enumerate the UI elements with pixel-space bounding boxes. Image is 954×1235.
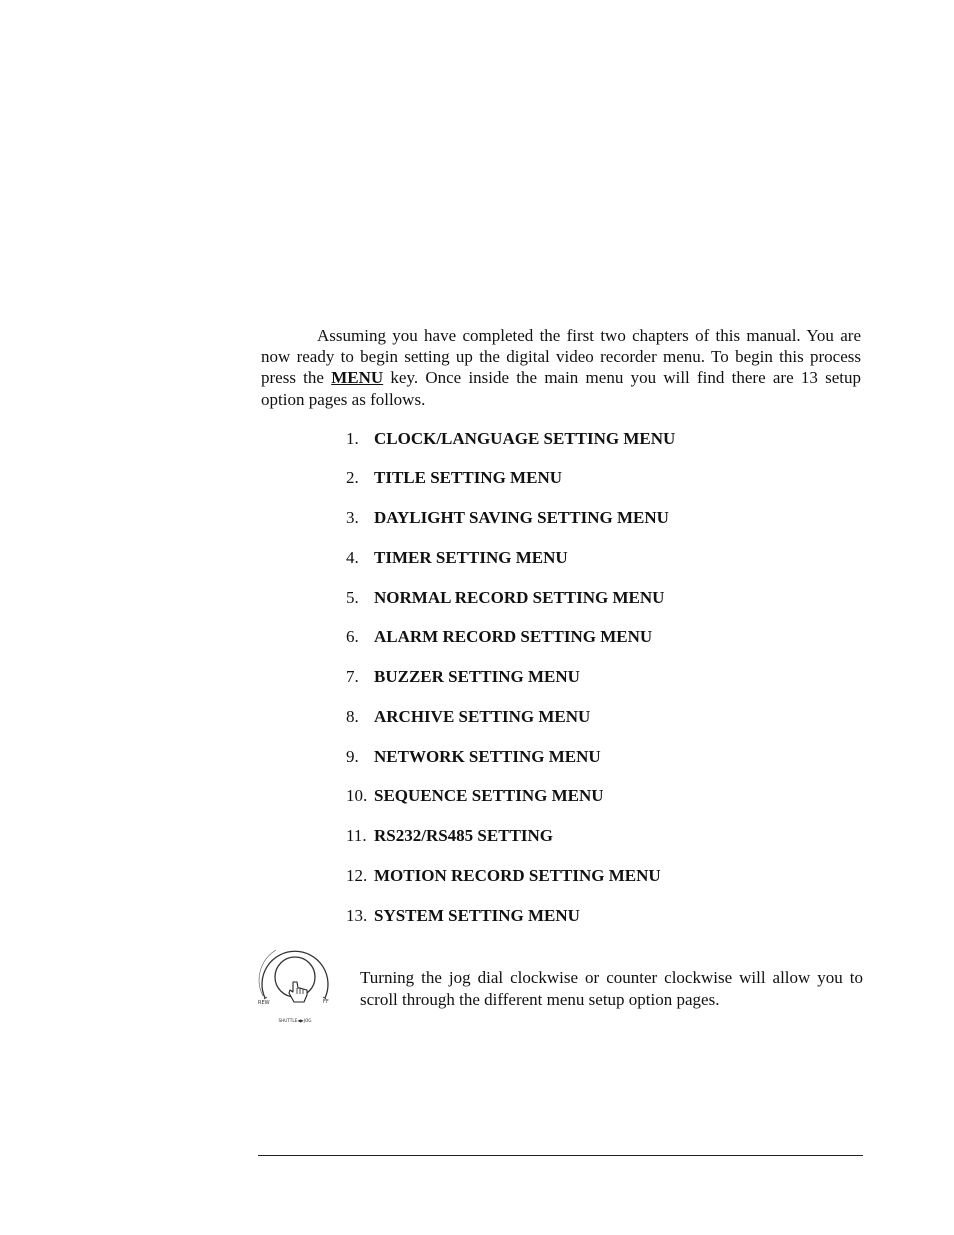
menu-item-label: NETWORK SETTING MENU [374, 747, 601, 766]
menu-list-item [346, 429, 675, 449]
menu-item-label: SEQUENCE SETTING MENU [374, 786, 604, 805]
jog-dial-icon [256, 940, 334, 1026]
menu-list-item [346, 588, 664, 608]
menu-item-number: 13. [346, 906, 368, 925]
menu-list-item [346, 747, 601, 767]
menu-list-item [346, 707, 590, 727]
menu-item-label: ALARM RECORD SETTING MENU [374, 627, 653, 646]
intro-paragraph [261, 325, 861, 410]
menu-item-label: RS232/RS485 SETTING [374, 826, 554, 845]
menu-item-number: 8. [346, 707, 359, 726]
menu-item-label: MOTION RECORD SETTING MENU [374, 866, 661, 885]
menu-item-number: 1. [346, 429, 359, 448]
jog-dial-note: Turning the jog dial clockwise or counter clockwise will allow you to scroll through the different menu setup option pages. [360, 968, 863, 1009]
menu-item-number: 6. [346, 627, 359, 646]
intro-text-end: key. Once inside the main menu you will find there are 13 setup option pages as follows. [261, 368, 861, 409]
menu-key-label: MENU [331, 368, 384, 388]
intro-text-start: Assuming you have completed the first two chapters of this manual. You are now ready to begin setting up the digital video recorder menu. To begin this process press the [261, 326, 861, 388]
menu-item-number: 2. [346, 468, 359, 487]
menu-item-label: BUZZER SETTING MENU [374, 667, 580, 686]
menu-list-item [346, 508, 669, 528]
menu-list-item [346, 548, 568, 568]
menu-item-number: 11. [346, 826, 367, 845]
shuttle-jog-label: SHUTTLE◀▶JOG [278, 1018, 312, 1023]
menu-list-item [346, 786, 604, 806]
menu-list-item [346, 906, 580, 926]
ff-label: FF [323, 999, 329, 1005]
menu-item-number: 10. [346, 786, 368, 805]
menu-item-label: SYSTEM SETTING MENU [374, 906, 580, 925]
menu-item-number: 9. [346, 747, 359, 766]
menu-item-number: 7. [346, 667, 359, 686]
menu-list-item [346, 866, 661, 886]
footer-rule [258, 1155, 863, 1156]
menu-item-number: 5. [346, 588, 359, 607]
menu-list-item [346, 826, 553, 846]
menu-item-label: CLOCK/LANGUAGE SETTING MENU [374, 429, 676, 448]
menu-item-label: TIMER SETTING MENU [374, 548, 568, 567]
menu-item-label: NORMAL RECORD SETTING MENU [374, 588, 665, 607]
rew-label: REW [258, 1000, 270, 1006]
menu-list-item [346, 627, 652, 647]
menu-item-label: DAYLIGHT SAVING SETTING MENU [374, 508, 669, 527]
menu-item-number: 3. [346, 508, 359, 527]
menu-item-label: TITLE SETTING MENU [374, 468, 562, 487]
menu-item-label: ARCHIVE SETTING MENU [374, 707, 591, 726]
menu-item-number: 12. [346, 866, 368, 885]
menu-item-number: 4. [346, 548, 359, 567]
menu-list-item [346, 468, 562, 488]
menu-list-item [346, 667, 580, 687]
